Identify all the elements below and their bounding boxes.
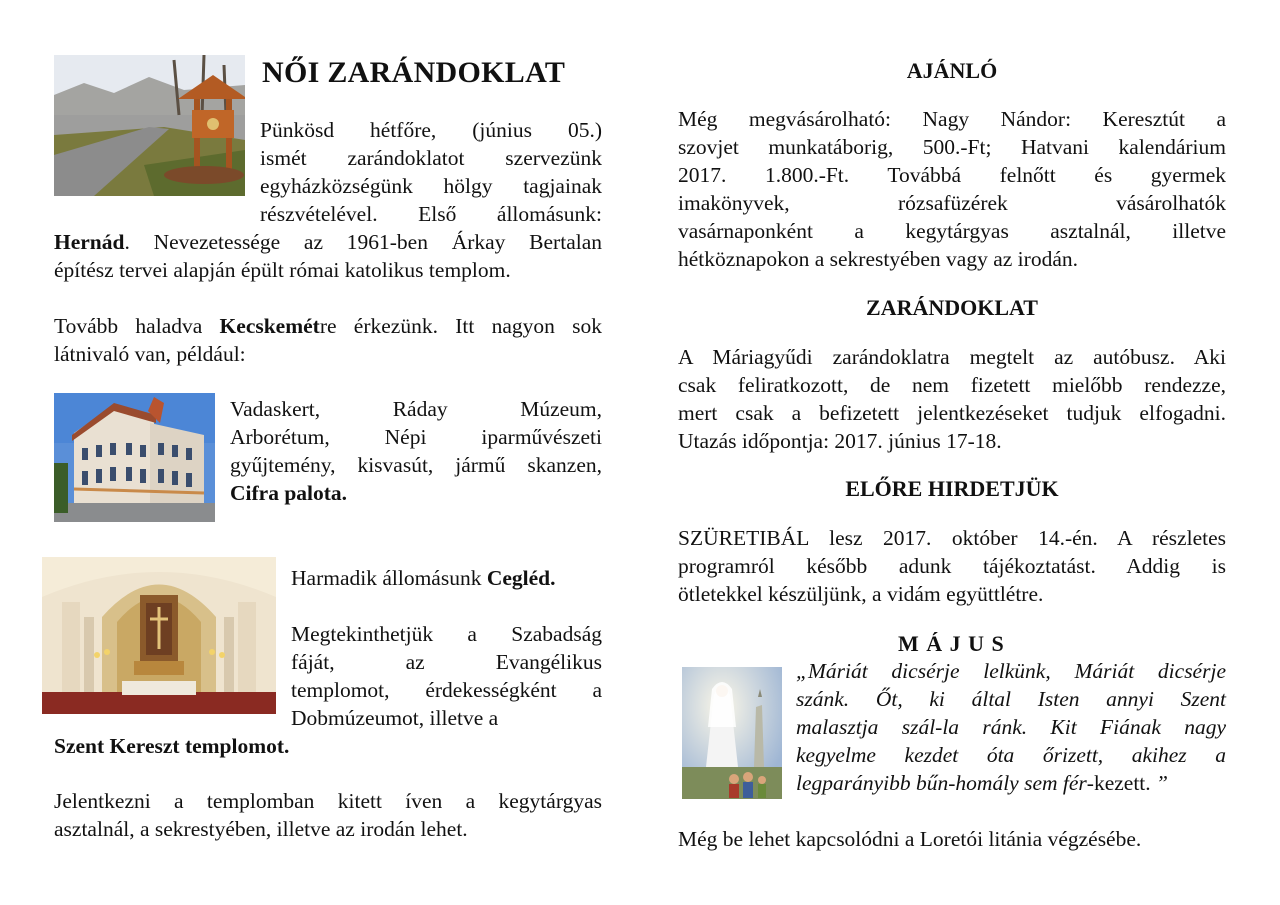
apply-line: asztalnál, a sekrestyében, illetve az irodán lehet.: [54, 817, 468, 841]
intro-line: egyházközségünk hölgy tagjainak: [260, 174, 602, 198]
zarandoklat-line: A Máriagyűdi zarándoklatra megtelt az autóbusz. Aki: [678, 345, 1226, 369]
cegled-heading-line: [291, 564, 602, 592]
zarandoklat-paragraph: [678, 343, 1226, 455]
kecskemet-pre: Tovább haladva: [54, 314, 220, 338]
intro-paragraph: [260, 116, 602, 228]
zarandoklat-line: Utazás időpontja: 2017. június 17-18.: [678, 429, 1002, 453]
cegled-church-image: [42, 557, 276, 714]
zarandoklat-line: csak feliratkozott, de nem fizetett mielőbb rendezze,: [678, 373, 1226, 397]
poem-close-quote: ”: [1150, 771, 1169, 795]
majus-heading: M Á J U S: [898, 631, 1005, 656]
hernad-sign-photo: [54, 55, 245, 196]
poem-last-italic: legparányibb bűn-homály sem fér: [796, 771, 1087, 795]
elore-line: programról később adunk tájékoztatást. Addig is: [678, 554, 1226, 578]
poem-line: malasztja szál-la ránk. Kit Fiának nagy: [796, 715, 1226, 739]
hernad-text: . Nevezetessége az 1961-ben Árkay Bertalan: [124, 230, 602, 254]
intro-line: részvételével. Első állomásunk:: [260, 202, 602, 226]
kecskemet-paragraph: [54, 312, 602, 368]
cegled-paragraph: [291, 620, 602, 732]
hernad-line-2: építész tervei alapján épült római katolikus templom.: [54, 258, 511, 282]
poem-last-plain: -kezett.: [1086, 771, 1151, 795]
poem-line: szánk. Őt, ki által Isten annyi Szent: [796, 687, 1226, 711]
sights-line: Vadaskert, Ráday Múzeum,: [230, 397, 602, 421]
sights-line-bold: [230, 479, 602, 507]
page-title: NŐI ZARÁNDOKLAT: [262, 56, 566, 89]
sights-line: Arborétum, Népi iparművészeti: [230, 425, 602, 449]
hernad-sign-image: [54, 55, 245, 196]
zarandoklat-line: mert csak a befizetett jelentkezéseket tudjuk elfogadni.: [678, 401, 1226, 425]
mary-image: [682, 667, 782, 799]
apply-paragraph: [54, 787, 602, 843]
ajanlo-line: Még megvásárolható: Nagy Nándor: Keresztút a: [678, 107, 1226, 131]
szent-kereszt-line: [54, 732, 602, 760]
ajanlo-line: szovjet munkatáborig, 500.-Ft; Hatvani kalendárium: [678, 135, 1226, 159]
cegled-detail-line: Megtekinthetjük a Szabadság: [291, 622, 602, 646]
cegled-church-photo: [42, 557, 276, 714]
ajanlo-heading: AJÁNLÓ: [906, 58, 998, 83]
elore-line: ötletekkel készüljünk, a vidám együttlétre.: [678, 582, 1044, 606]
ajanlo-paragraph: [678, 105, 1226, 273]
kecskemet-line: [54, 312, 602, 340]
szent-kereszt-paragraph: [54, 732, 602, 760]
cifra-palota-photo: [54, 393, 215, 522]
elore-line: SZÜRETIBÁL lesz 2017. október 14.-én. A részletes: [678, 526, 1226, 550]
cegled-detail-line: Dobmúzeumot, illetve a: [291, 706, 499, 730]
poem-line: kegyelme kezdet óta őrizett, akihez a: [796, 743, 1226, 767]
hernad-name: Hernád: [54, 230, 125, 254]
kecskemet-line-2: látnivaló van, például:: [54, 342, 246, 366]
sights-paragraph: [230, 395, 602, 507]
cegled-pre: Harmadik állomásunk: [291, 566, 487, 590]
ajanlo-line: imakönyvek, rózsafüzérek vásárolhatók: [678, 191, 1226, 215]
ajanlo-line: hétköznapokon a sekrestyében vagy az irodán.: [678, 247, 1078, 271]
zarandoklat-heading: ZARÁNDOKLAT: [866, 295, 1038, 320]
mary-picture: [682, 667, 782, 799]
poem-line-last: [796, 769, 1226, 797]
sights-line: gyűjtemény, kisvasút, jármű skanzen,: [230, 453, 602, 477]
cegled-detail-line: fáját, az Evangélikus: [291, 650, 602, 674]
litania-line: [678, 825, 1226, 853]
litania-text: Még be lehet kapcsolódni a Loretói litánia végzésébe.: [678, 827, 1142, 851]
ajanlo-line: vasárnaponként a kegytárgyas asztalnál, illetve: [678, 219, 1226, 243]
cifra-palota-image: [54, 393, 215, 522]
elore-heading: ELŐRE HIRDETJÜK: [845, 476, 1059, 501]
szent-kereszt-label: Szent Kereszt templomot.: [54, 734, 290, 758]
hernad-line: [54, 228, 602, 256]
cegled-line: [291, 564, 602, 592]
elore-paragraph: [678, 524, 1226, 608]
poem: [796, 657, 1226, 797]
intro-line: Pünkösd hétfőre, (június 05.): [260, 118, 602, 142]
cegled-detail-line: templomot, érdekességként a: [291, 678, 602, 702]
poem-line: „Máriát dicsérje lelkünk, Máriát dicsérje: [796, 659, 1226, 683]
kecskemet-post: re érkezünk. Itt nagyon sok: [319, 314, 602, 338]
cegled-name: Cegléd.: [486, 566, 556, 590]
intro-line: ismét zarándoklatot szervezünk: [260, 146, 602, 170]
kecskemet-name: Kecskemét: [219, 314, 320, 338]
apply-line: Jelentkezni a templomban kitett íven a kegytárgyas: [54, 789, 602, 813]
ajanlo-line: 2017. 1.800.-Ft. Továbbá felnőtt és gyermek: [678, 163, 1226, 187]
cifra-palota-label: Cifra palota.: [230, 481, 348, 505]
hernad-paragraph: [54, 228, 602, 284]
